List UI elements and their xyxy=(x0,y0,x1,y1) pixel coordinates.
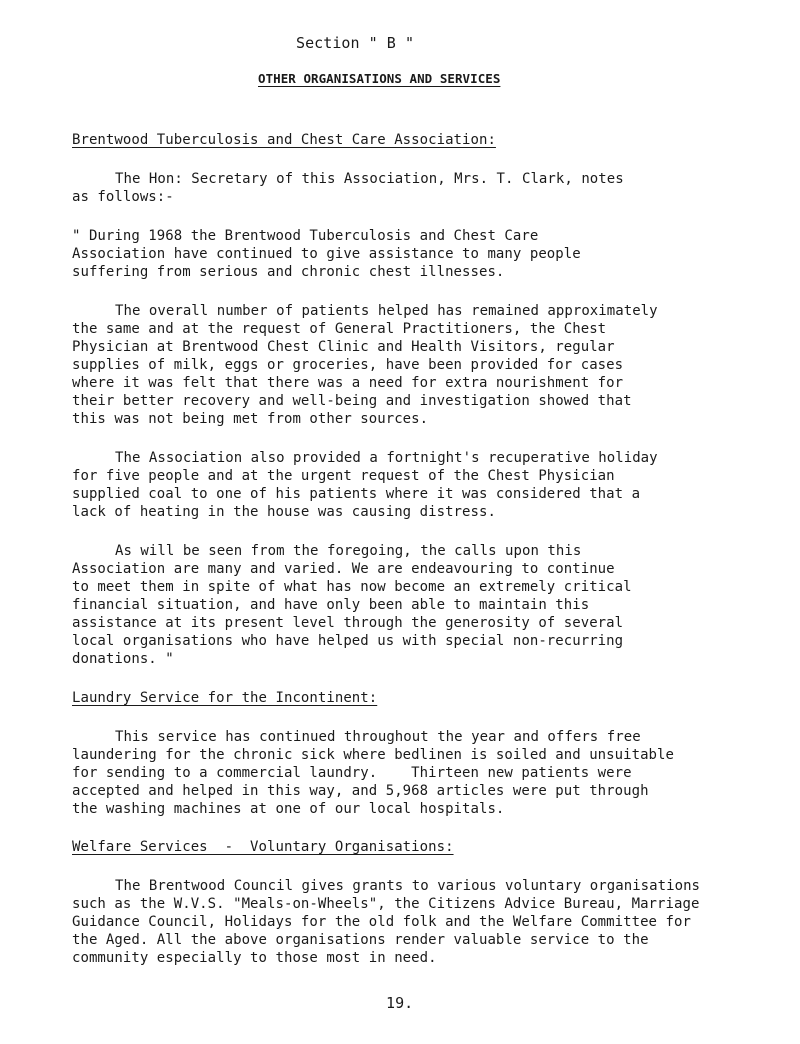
paragraph-line: The Hon: Secretary of this Association, Mrs. T. Clark, notes xyxy=(115,171,624,187)
paragraph-line: Guidance Council, Holidays for the old folk and the Welfare Committee for xyxy=(72,914,691,930)
paragraph-line: laundering for the chronic sick where bedlinen is soiled and unsuitable xyxy=(72,747,674,763)
page-number: 19. xyxy=(386,994,414,1012)
paragraph-line: Association have continued to give assistance to many people xyxy=(72,246,581,262)
paragraph-line: for sending to a commercial laundry. Thirteen new patients were xyxy=(72,765,632,781)
paragraph-line: accepted and helped in this way, and 5,968 articles were put through xyxy=(72,783,649,799)
paragraph-line: The Brentwood Council gives grants to various voluntary organisations xyxy=(115,878,701,894)
paragraph-line: As will be seen from the foregoing, the calls upon this xyxy=(115,543,582,559)
paragraph-line: assistance at its present level through the generosity of several xyxy=(72,615,624,631)
paragraph-line: The Association also provided a fortnight's recuperative holiday xyxy=(115,450,658,466)
paragraph-line: Physician at Brentwood Chest Clinic and Health Visitors, regular xyxy=(72,339,615,355)
paragraph-line: Association are many and varied. We are endeavouring to continue xyxy=(72,561,615,577)
paragraph-line: for five people and at the urgent request of the Chest Physician xyxy=(72,468,615,484)
section-heading-tb-association: Brentwood Tuberculosis and Chest Care Association: xyxy=(72,132,496,148)
paragraph-line: suffering from serious and chronic chest illnesses. xyxy=(72,264,505,280)
paragraph-line: this was not being met from other sources. xyxy=(72,411,429,427)
section-heading-welfare-services: Welfare Services - Voluntary Organisations: xyxy=(72,839,454,855)
paragraph-line: financial situation, and have only been able to maintain this xyxy=(72,597,590,613)
paragraph-line: where it was felt that there was a need for extra nourishment for xyxy=(72,375,624,391)
paragraph-line: the same and at the request of General Practitioners, the Chest xyxy=(72,321,607,337)
paragraph-line: to meet them in spite of what has now become an extremely critical xyxy=(72,579,632,595)
paragraph-line: lack of heating in the house was causing distress. xyxy=(72,504,496,520)
paragraph-line: the Aged. All the above organisations render valuable service to the xyxy=(72,932,649,948)
paragraph-line: " During 1968 the Brentwood Tuberculosis and Chest Care xyxy=(72,228,539,244)
section-heading-laundry-service: Laundry Service for the Incontinent: xyxy=(72,690,378,706)
paragraph-line: as follows:- xyxy=(72,189,174,205)
section-label: Section " B " xyxy=(296,34,415,52)
paragraph-line: their better recovery and well-being and investigation showed that xyxy=(72,393,632,409)
paragraph-line: community especially to those most in need. xyxy=(72,950,437,966)
page-title: OTHER ORGANISATIONS AND SERVICES xyxy=(258,71,501,86)
paragraph-line: This service has continued throughout the year and offers free xyxy=(115,729,641,745)
paragraph-line: The overall number of patients helped has remained approximately xyxy=(115,303,658,319)
paragraph-line: the washing machines at one of our local hospitals. xyxy=(72,801,505,817)
paragraph-line: supplies of milk, eggs or groceries, have been provided for cases xyxy=(72,357,624,373)
paragraph-line: donations. " xyxy=(72,651,174,667)
paragraph-line: local organisations who have helped us with special non-recurring xyxy=(72,633,624,649)
paragraph-line: supplied coal to one of his patients where it was considered that a xyxy=(72,486,641,502)
paragraph-line: such as the W.V.S. "Meals-on-Wheels", the Citizens Advice Bureau, Marriage xyxy=(72,896,700,912)
